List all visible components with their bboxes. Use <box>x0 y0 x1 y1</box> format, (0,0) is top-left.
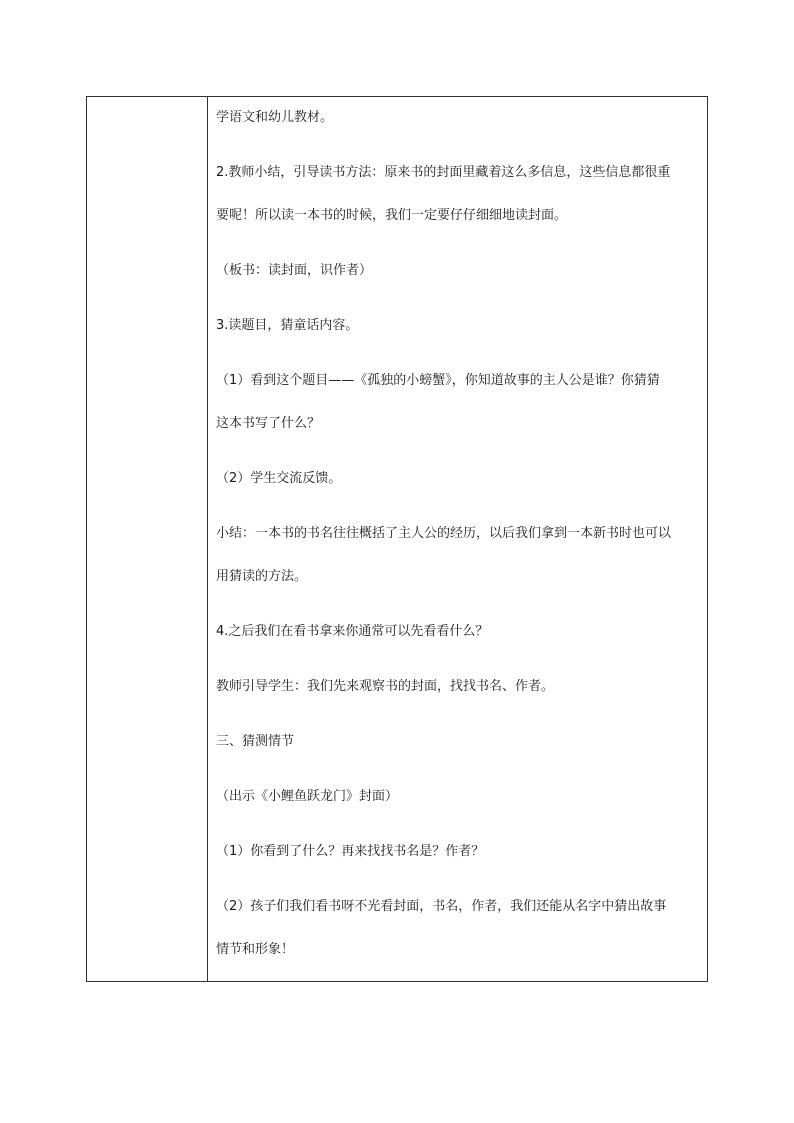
text-line: （1）你看到了什么？再来找找书名是？作者？ <box>216 844 485 859</box>
text-line: 用猜读的方法。 <box>216 569 308 584</box>
text-line: 小结：一本书的书名往往概括了主人公的经历，以后我们拿到一本新书时也可以 <box>216 526 672 541</box>
text-line: 要呢！所以读一本书的时候，我们一定要仔仔细细地读封面。 <box>216 208 568 223</box>
text-line: 学语文和幼儿教材。 <box>216 110 334 125</box>
text-line: 4.之后我们在看书拿来你通常可以先看看什么？ <box>216 624 489 639</box>
text-line: 教师引导学生：我们先来观察书的封面，找找书名、作者。 <box>216 679 555 694</box>
text-line: （板书：读封面，识作者） <box>216 263 373 278</box>
text-line: （2）孩子们我们看书呀不光看封面，书名，作者，我们还能从名字中猜出故事 <box>216 899 667 914</box>
text-line: 情节和形象！ <box>216 942 295 957</box>
section-heading: 三、猜测情节 <box>216 734 295 749</box>
lesson-plan-table <box>86 96 708 982</box>
text-line: 3.读题目，猜童话内容。 <box>216 318 359 333</box>
text-line: 这本书写了什么？ <box>216 416 321 431</box>
text-line: （1）看到这个题目——《孤独的小螃蟹》，你知道故事的主人公是谁？你猜猜 <box>216 373 660 388</box>
text-line: 2.教师小结，引导读书方法：原来书的封面里藏着这么多信息，这些信息都很重 <box>216 165 671 180</box>
text-line: （出示《小鲤鱼跃龙门》封面） <box>216 789 399 804</box>
table-content-cell <box>208 97 707 981</box>
table-left-cell <box>87 97 208 981</box>
text-line: （2）学生交流反馈。 <box>216 471 342 486</box>
